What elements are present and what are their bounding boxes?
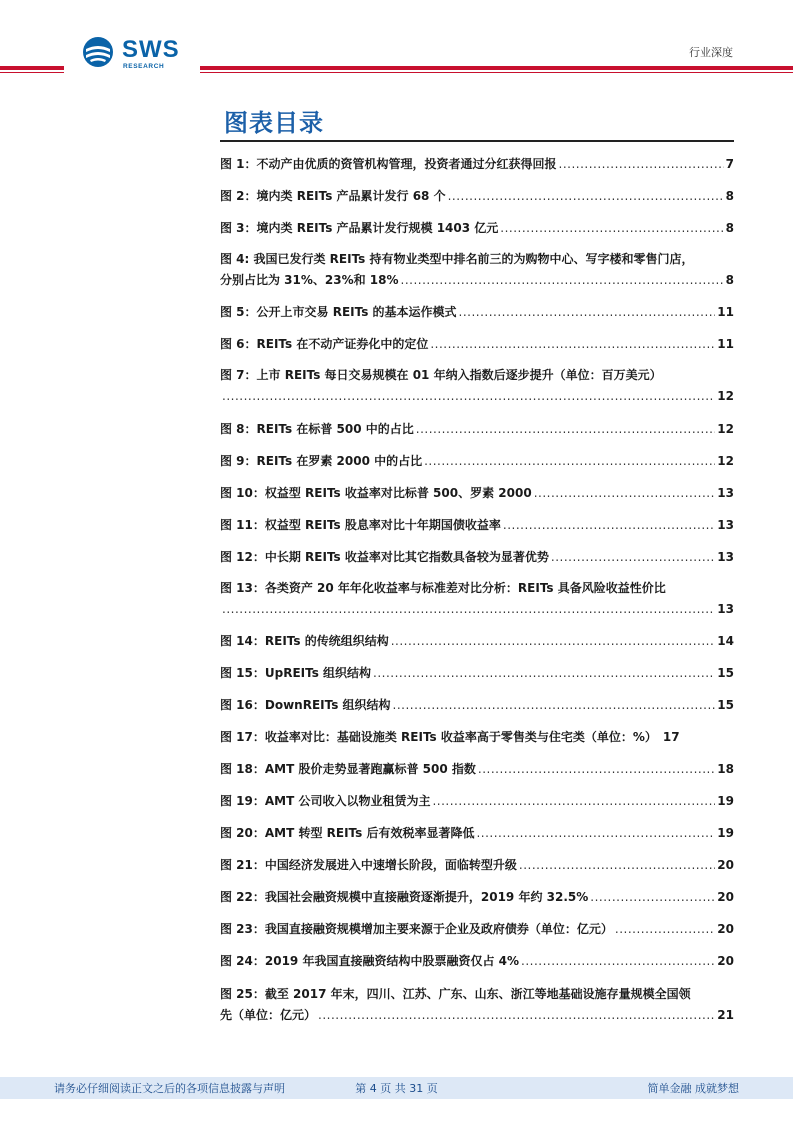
toc-entry-label: 图 1：不动产由优质的资管机构管理，投资者通过分红获得回报 <box>220 157 557 171</box>
toc-page-number: 15 <box>717 666 734 680</box>
toc-entry[interactable] <box>220 986 734 1023</box>
toc-leader-dots <box>430 336 715 352</box>
toc-leader-dots <box>432 793 715 809</box>
toc-leader-dots <box>521 953 715 969</box>
footer-disclaimer: 请务必仔细阅读正文之后的各项信息披露与声明 <box>54 1082 285 1095</box>
sws-logo <box>82 36 192 76</box>
toc-entry-label: 图 22：我国社会融资规模中直接融资逐渐提升，2019 年约 32.5% <box>220 890 589 904</box>
toc-page-number: 17 <box>662 730 680 744</box>
toc-title-rule <box>220 140 734 142</box>
header-rule-left-thin <box>0 72 64 73</box>
toc-entry[interactable] <box>220 665 734 681</box>
toc-entry-label: 图 13：各类资产 20 年年化收益率与标准差对比分析：REITs 具备风险收益性价比 <box>220 581 666 595</box>
toc-page-number: 20 <box>717 858 734 872</box>
toc-page-number: 12 <box>717 389 734 403</box>
logo-subtext: RESEARCH <box>123 63 165 70</box>
toc-entry-label: 图 11：权益型 REITs 股息率对比十年期国债收益率 <box>220 518 501 532</box>
toc-entry-label: 图 17：收益率对比：基础设施类 REITs 收益率高于零售类与住宅类（单位：%） <box>220 730 657 744</box>
toc-entry-label: 图 2：境内类 REITs 产品累计发行 68 个 <box>220 189 446 203</box>
sws-logo-icon <box>82 36 114 68</box>
toc-page-number: 20 <box>717 890 734 904</box>
toc-entry-label: 图 14：REITs 的传统组织结构 <box>220 634 389 648</box>
toc-entry[interactable] <box>220 421 734 437</box>
toc-entry-label: 图 5：公开上市交易 REITs 的基本运作模式 <box>220 305 457 319</box>
toc-entry-label-cont: 先（单位：亿元） <box>220 1008 317 1022</box>
toc-leader-dots <box>448 188 724 204</box>
header-rule-right <box>200 66 793 70</box>
toc-leader-dots <box>222 601 715 617</box>
toc-entry-label: 图 6：REITs 在不动产证券化中的定位 <box>220 337 429 351</box>
toc-leader-dots <box>500 220 723 236</box>
toc-entry[interactable] <box>220 633 734 649</box>
toc-entry[interactable] <box>220 517 734 533</box>
toc-page-number: 11 <box>717 337 734 351</box>
toc-entry-label: 图 25：截至 2017 年末，四川、江苏、广东、山东、浙江等地基础设施存量规模全国领 <box>220 987 691 1001</box>
toc-entry-label: 图 19：AMT 公司收入以物业租赁为主 <box>220 794 431 808</box>
toc-leader-dots <box>559 156 724 172</box>
toc-page-number: 14 <box>717 634 734 648</box>
toc-entry[interactable] <box>220 953 734 969</box>
toc-leader-dots <box>401 272 724 288</box>
toc-page-number: 20 <box>717 922 734 936</box>
toc-entry-label: 图 24：2019 年我国直接融资结构中股票融资仅占 4% <box>220 954 520 968</box>
toc-page-number: 8 <box>725 189 734 203</box>
toc-leader-dots <box>478 761 715 777</box>
toc-entry-label: 图 15：UpREITs 组织结构 <box>220 666 372 680</box>
toc-entry[interactable] <box>220 188 734 204</box>
toc-leader-dots <box>551 549 715 565</box>
toc-page-number: 8 <box>725 273 734 287</box>
toc-entry[interactable] <box>220 697 734 713</box>
toc-leader-dots <box>459 304 716 320</box>
toc-entry-label: 图 21：中国经济发展进入中速增长阶段，面临转型升级 <box>220 858 517 872</box>
toc-page-number: 8 <box>725 221 734 235</box>
toc-leader-dots <box>393 697 716 713</box>
toc-leader-dots <box>534 485 716 501</box>
toc-leader-dots <box>476 825 715 841</box>
toc-entry-label: 图 20：AMT 转型 REITs 后有效税率显著降低 <box>220 826 475 840</box>
toc-leader-dots <box>318 1007 715 1023</box>
toc-entry[interactable] <box>220 857 734 873</box>
toc-entry[interactable] <box>220 761 734 777</box>
toc-entry-label: 图 4: 我国已发行类 REITs 持有物业类型中排名前三的为购物中心、写字楼和零售门店， <box>220 252 694 266</box>
footer-slogan: 简单金融 成就梦想 <box>647 1082 739 1095</box>
toc-entry-label: 图 18：AMT 股价走势显著跑赢标普 500 指数 <box>220 762 476 776</box>
toc-page-number: 12 <box>717 422 734 436</box>
toc-entry[interactable] <box>220 921 734 937</box>
footer-page-info: 第 4 页 共 31 页 <box>355 1082 438 1095</box>
toc-entry-label: 图 7：上市 REITs 每日交易规模在 01 年纳入指数后逐步提升（单位：百万美元） <box>220 368 662 382</box>
toc-entry-label: 图 9：REITs 在罗素 2000 中的占比 <box>220 454 423 468</box>
logo-text: SWS <box>122 36 180 63</box>
toc-entry[interactable] <box>220 304 734 320</box>
toc-entry-label: 图 12：中长期 REITs 收益率对比其它指数具备较为显著优势 <box>220 550 549 564</box>
toc-page-number: 13 <box>717 486 734 500</box>
toc-entry[interactable] <box>220 729 734 745</box>
header-rule-right-thin <box>200 72 793 73</box>
toc-entry-label: 图 16：DownREITs 组织结构 <box>220 698 391 712</box>
toc-entry[interactable] <box>220 453 734 469</box>
toc-page-number: 19 <box>717 826 734 840</box>
toc-page-number: 15 <box>717 698 734 712</box>
toc-page-number: 12 <box>717 454 734 468</box>
toc-leader-dots <box>391 633 716 649</box>
toc-entry[interactable] <box>220 156 734 172</box>
toc-leader-dots <box>424 453 715 469</box>
toc-entry[interactable] <box>220 580 734 617</box>
toc-page-number: 21 <box>717 1008 734 1022</box>
toc-page-number: 11 <box>717 305 734 319</box>
header-rule-left <box>0 66 64 70</box>
toc-leader-dots <box>222 388 715 404</box>
toc-entry[interactable] <box>220 336 734 352</box>
toc-leader-dots <box>416 421 716 437</box>
toc-leader-dots <box>519 857 715 873</box>
toc-leader-dots <box>373 665 715 681</box>
toc-page-number: 20 <box>717 954 734 968</box>
toc-entry-label-cont: 分别占比为 31%、23%和 18% <box>220 273 399 287</box>
toc-entry-label: 图 3：境内类 REITs 产品累计发行规模 1403 亿元 <box>220 221 499 235</box>
toc-entry[interactable] <box>220 793 734 809</box>
toc-page-number: 13 <box>717 602 734 616</box>
toc-page-number: 18 <box>717 762 734 776</box>
toc-entry[interactable] <box>220 889 734 905</box>
toc-entry[interactable] <box>220 549 734 565</box>
toc-page-number: 13 <box>717 550 734 564</box>
toc-leader-dots <box>503 517 715 533</box>
toc-entry[interactable] <box>220 367 734 404</box>
report-type: 行业深度 <box>689 46 733 59</box>
toc-entry-label: 图 23：我国直接融资规模增加主要来源于企业及政府债券（单位：亿元） <box>220 922 613 936</box>
toc-page-number: 13 <box>717 518 734 532</box>
toc-entry[interactable] <box>220 825 734 841</box>
toc-title: 图表目录 <box>224 109 324 137</box>
toc-entry-label: 图 10：权益型 REITs 收益率对比标普 500、罗素 2000 <box>220 486 532 500</box>
toc-entry[interactable] <box>220 220 734 236</box>
toc-page-number: 7 <box>725 157 734 171</box>
toc-leader-dots <box>590 889 715 905</box>
toc-leader-dots <box>615 921 715 937</box>
toc-entry[interactable] <box>220 251 734 288</box>
toc-entry[interactable] <box>220 485 734 501</box>
toc-page-number: 19 <box>717 794 734 808</box>
toc-entry-label: 图 8：REITs 在标普 500 中的占比 <box>220 422 414 436</box>
